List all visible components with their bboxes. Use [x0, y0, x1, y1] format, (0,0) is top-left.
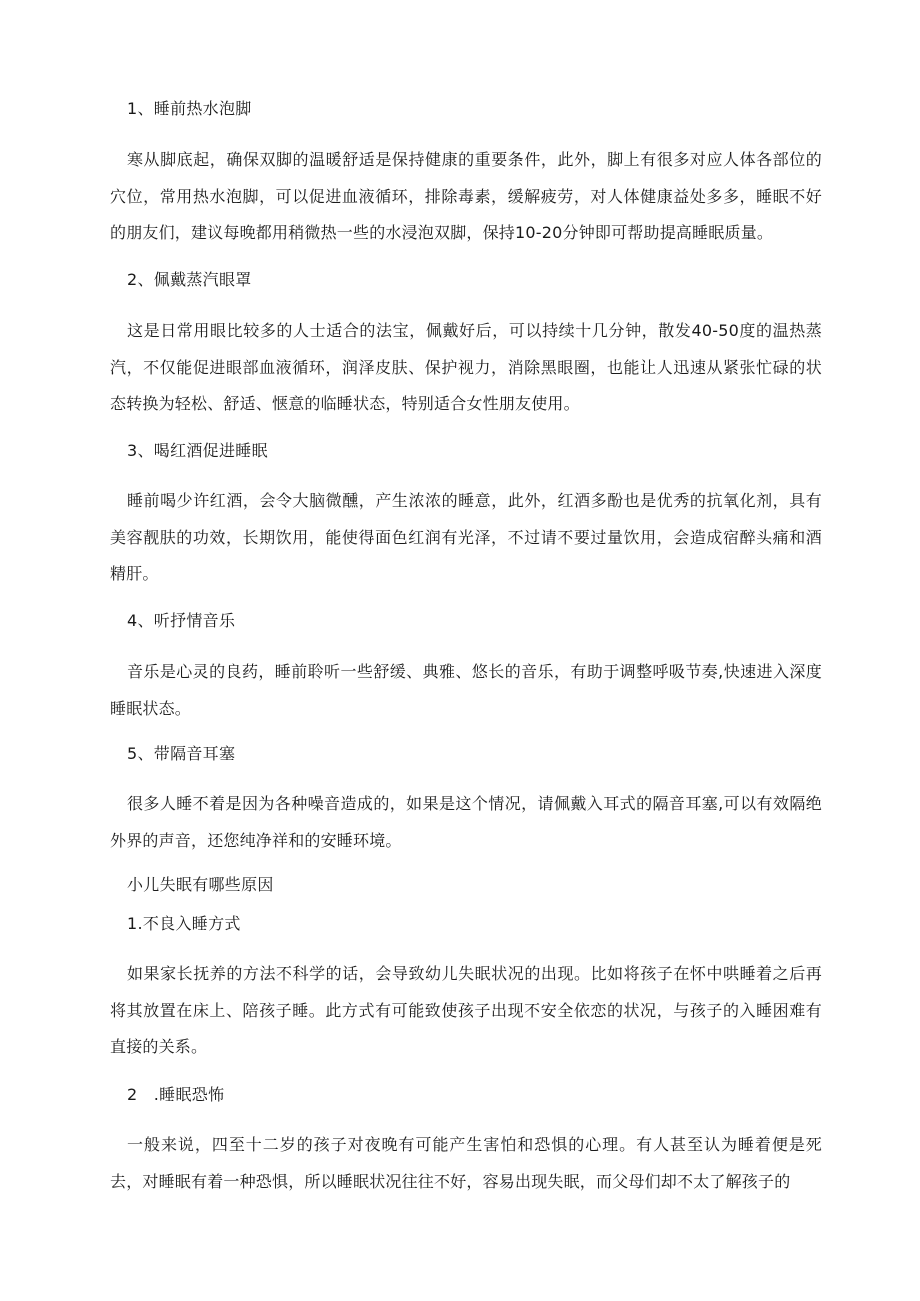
children-heading-1: 1.不良入睡方式 — [127, 914, 241, 933]
section-body-3: 睡前喝少许红酒，会令大脑微醺，产生浓浓的睡意，此外，红酒多酚也是优秀的抗氧化剂，具有美容靓肤的功效，长期饮用，能使得面色红润有光泽，不过请不要过量饮用，会造成宿醉头痛和酒精肝。 — [110, 491, 822, 583]
section-heading-4: 4、听抒情音乐 — [127, 611, 236, 630]
children-body-2: 一般来说，四至十二岁的孩子对夜晚有可能产生害怕和恐惧的心理。有人甚至认为睡着便是死去，对睡眠有着一种恐惧，所以睡眠状况往往不好，容易出现失眠，而父母们却不太了解孩子的 — [110, 1135, 822, 1191]
section-body-1: 寒从脚底起，确保双脚的温暖舒适是保持健康的重要条件，此外，脚上有很多对应人体各部位的穴位，常用热水泡脚，可以促进血液循环，排除毒素，缓解疲劳，对人体健康益处多多，睡眠不好的朋友们，建议每晚都用稍微热一些的水浸泡双脚，保持10-20分钟即可帮助提高睡眠质量。 — [110, 150, 822, 242]
section-heading-1: 1、睡前热水泡脚 — [127, 99, 252, 118]
section-body-2: 这是日常用眼比较多的人士适合的法宝，佩戴好后，可以持续十几分钟，散发40-50度的温热蒸汽，不仅能促进眼部血液循环，润泽皮肤、保护视力，消除黑眼圈，也能让人迅速从紧张忙碌的状态转换为轻松、舒适、惬意的临睡状态，特别适合女性朋友使用。 — [110, 321, 822, 413]
section-heading-3: 3、喝红酒促进睡眠 — [127, 441, 268, 460]
children-body-1: 如果家长抚养的方法不科学的话，会导致幼儿失眠状况的出现。比如将孩子在怀中哄睡着之后再将其放置在床上、陪孩子睡。此方式有可能致使孩子出现不安全依恋的状况，与孩子的入睡困难有直接的关系。 — [110, 964, 822, 1056]
section-heading-2: 2、佩戴蒸汽眼罩 — [127, 270, 252, 289]
section-heading-5: 5、带隔音耳塞 — [127, 744, 236, 763]
children-heading-2: 2 .睡眠恐怖 — [127, 1085, 225, 1104]
section-body-4: 音乐是心灵的良药，睡前聆听一些舒缓、典雅、悠长的音乐，有助于调整呼吸节奏,快速进入深度睡眠状态。 — [110, 662, 822, 718]
children-causes-title: 小儿失眠有哪些原因 — [127, 875, 274, 894]
section-body-5: 很多人睡不着是因为各种噪音造成的，如果是这个情况，请佩戴入耳式的隔音耳塞,可以有效隔绝外界的声音，还您纯净祥和的安睡环境。 — [110, 794, 822, 850]
